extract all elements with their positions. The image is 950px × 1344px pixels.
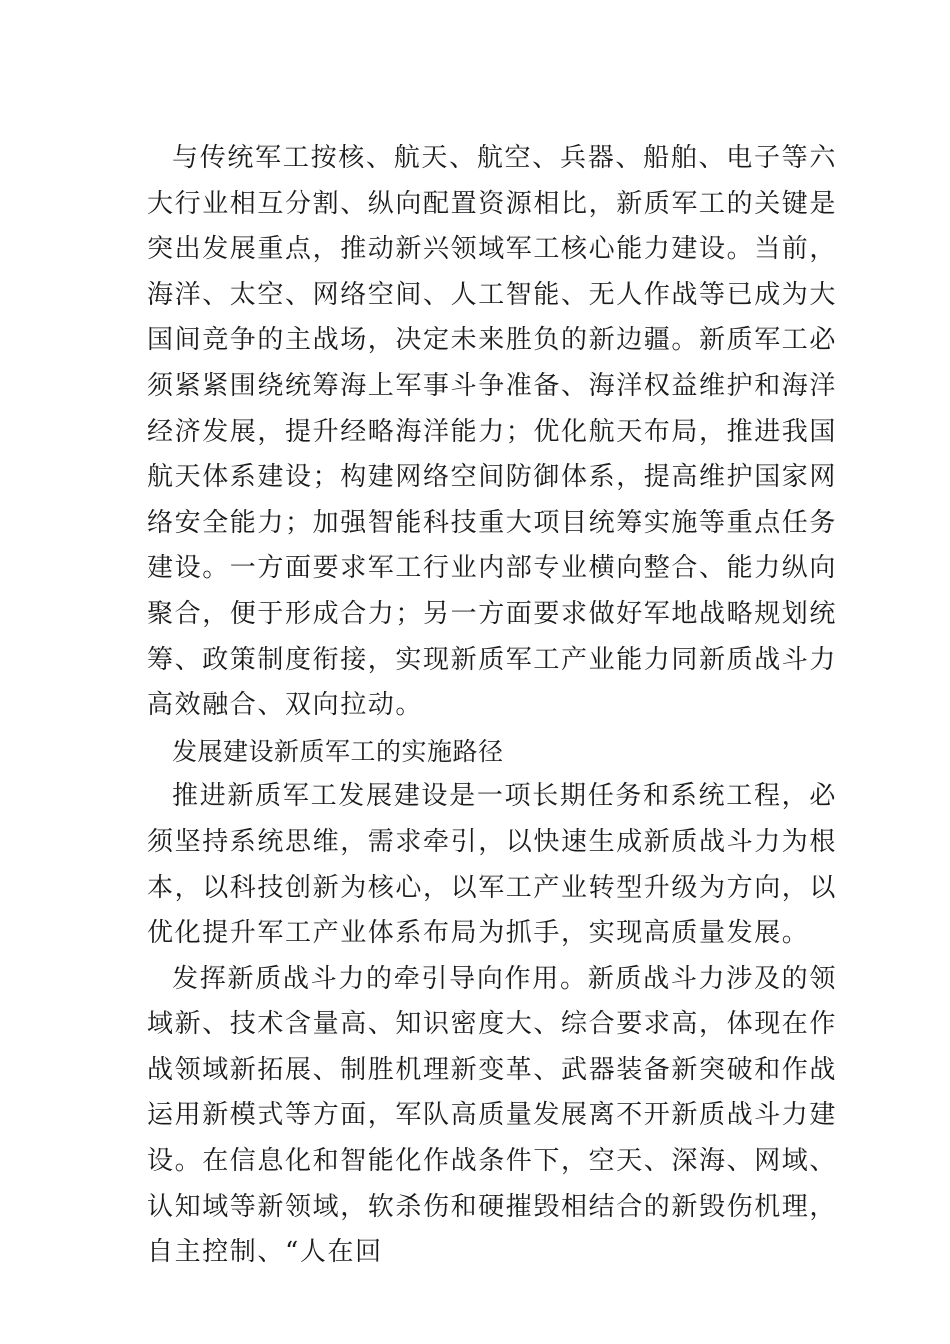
paragraph-combat-capability-guidance: 发挥新质战斗力的牵引导向作用。新质战斗力涉及的领域新、技术含量高、知识密度大、综合要求高，体现在作战领域新拓展、制胜机理新变革、武器装备新突破和作战运用新模式等方面，军队高质量发展离不开新质战斗力建设。在信息化和智能化作战条件下，空天、深海、网域、认知域等新领域，软杀伤和硬摧毁相结合的新毁伤机理，自主控制、“人在回 [147,963,838,1268]
paragraph-systematic-development: 推进新质军工发展建设是一项长期任务和系统工程，必须坚持系统思维，需求牵引，以快速生成新质战斗力为根本，以科技创新为核心，以军工产业转型升级为方向，以优化提升军工产业体系布局为抓手，实现高质量发展。 [147,781,838,949]
paragraph-new-quality-military-industry-focus: 与传统军工按核、航天、航空、兵器、船舶、电子等六大行业相互分割、纵向配置资源相比，新质军工的关键是突出发展重点，推动新兴领域军工核心能力建设。当前，海洋、太空、网络空间、人工智能、无人作战等已成为大国间竞争的主战场，决定未来胜负的新边疆。新质军工必须紧紧围绕统筹海上军事斗争准备、海洋权益维护和海洋经济发展，提升经略海洋能力；优化航天布局，推进我国航天体系建设；构建网络空间防御体系，提高维护国家网络安全能力；加强智能科技重大项目统筹实施等重点任务建设。一方面要求军工行业内部专业横向整合、能力纵向聚合，便于形成合力；另一方面要求做好军地战略规划统筹、政策制度衔接，实现新质军工产业能力同新质战斗力高效融合、双向拉动。 [147,143,838,721]
document-body [147,136,837,1276]
section-heading-implementation-path: 发展建设新质军工的实施路径 [172,736,504,766]
